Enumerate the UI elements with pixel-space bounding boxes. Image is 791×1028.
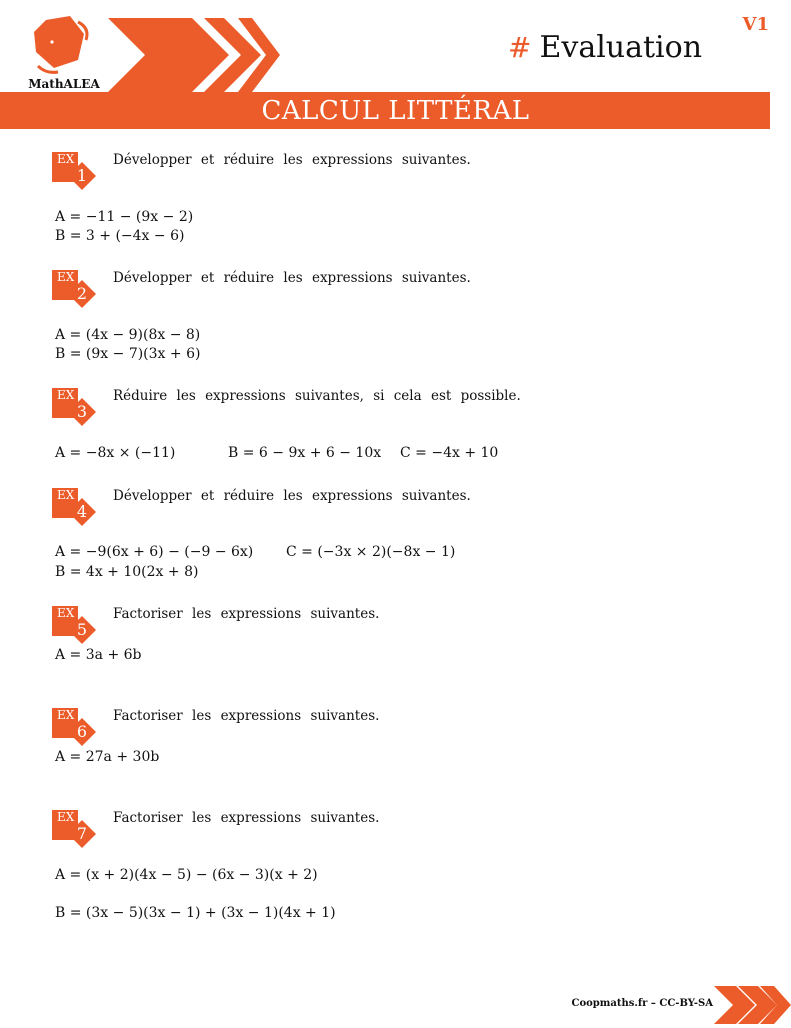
expression: B = 6 − 9x + 6 − 10x (228, 445, 382, 461)
exercise-number: 6 (76, 722, 88, 741)
footer-credit: Coopmaths.fr – CC-BY-SA (571, 998, 713, 1009)
expression: A = −8x × (−11) (55, 445, 176, 461)
exercise-badge-icon (52, 488, 98, 532)
expression: B = (3x − 5)(3x − 1) + (3x − 1)(4x + 1) (55, 905, 336, 921)
exercise-number: 2 (76, 284, 88, 303)
expression: A = 3a + 6b (55, 647, 142, 663)
page-title (508, 30, 702, 65)
exercise-number: 7 (76, 824, 88, 843)
hash-symbol: # (508, 31, 532, 64)
exercise-badge-icon (52, 152, 98, 196)
expression: A = −11 − (9x − 2) (55, 209, 194, 225)
exercise-instruction: Factoriser les expressions suivantes. (113, 606, 380, 622)
expression: A = 27a + 30b (55, 749, 160, 765)
expression: A = −9(6x + 6) − (−9 − 6x) (55, 544, 254, 560)
exercise-instruction: Réduire les expressions suivantes, si cela est possible. (113, 388, 521, 404)
version-label: V1 (742, 14, 769, 35)
banner-title: CALCUL LITTÉRAL (261, 96, 530, 126)
expression: B = 3 + (−4x − 6) (55, 228, 185, 244)
chevron-arrows-icon (714, 986, 791, 1024)
exercise-number: 3 (76, 402, 88, 421)
exercise-badge-icon (52, 810, 98, 854)
exercise-badge-icon (52, 606, 98, 650)
exercise-instruction: Développer et réduire les expressions suivantes. (113, 152, 471, 168)
exercise-number: 1 (76, 166, 88, 185)
expression: A = (x + 2)(4x − 5) − (6x − 3)(x + 2) (55, 867, 318, 883)
exercise-instruction: Développer et réduire les expressions suivantes. (113, 270, 471, 286)
logo-text: MathALEA (28, 77, 100, 91)
exercise-number: 4 (76, 502, 88, 521)
exercise-label: EX (57, 606, 75, 620)
exercise-instruction: Factoriser les expressions suivantes. (113, 810, 380, 826)
exercise-label: EX (57, 488, 75, 502)
exercise-label: EX (57, 708, 75, 722)
chevron-arrows-icon (108, 18, 283, 92)
exercise-badge-icon (52, 388, 98, 432)
exercise-number: 5 (76, 620, 88, 639)
expression: C = (−3x × 2)(−8x − 1) (286, 544, 456, 560)
exercise-label: EX (57, 270, 75, 284)
exercise-instruction: Factoriser les expressions suivantes. (113, 708, 380, 724)
page-title-text: Evaluation (539, 30, 703, 65)
exercise-label: EX (57, 810, 75, 824)
exercise-label: EX (57, 388, 75, 402)
expression: B = (9x − 7)(3x + 6) (55, 346, 201, 362)
expression: C = −4x + 10 (400, 445, 499, 461)
exercise-badge-icon (52, 708, 98, 752)
expression: A = (4x − 9)(8x − 8) (55, 327, 201, 343)
exercise-badge-icon (52, 270, 98, 314)
expression: B = 4x + 10(2x + 8) (55, 564, 199, 580)
exercise-label: EX (57, 152, 75, 166)
exercise-instruction: Développer et réduire les expressions suivantes. (113, 488, 471, 504)
